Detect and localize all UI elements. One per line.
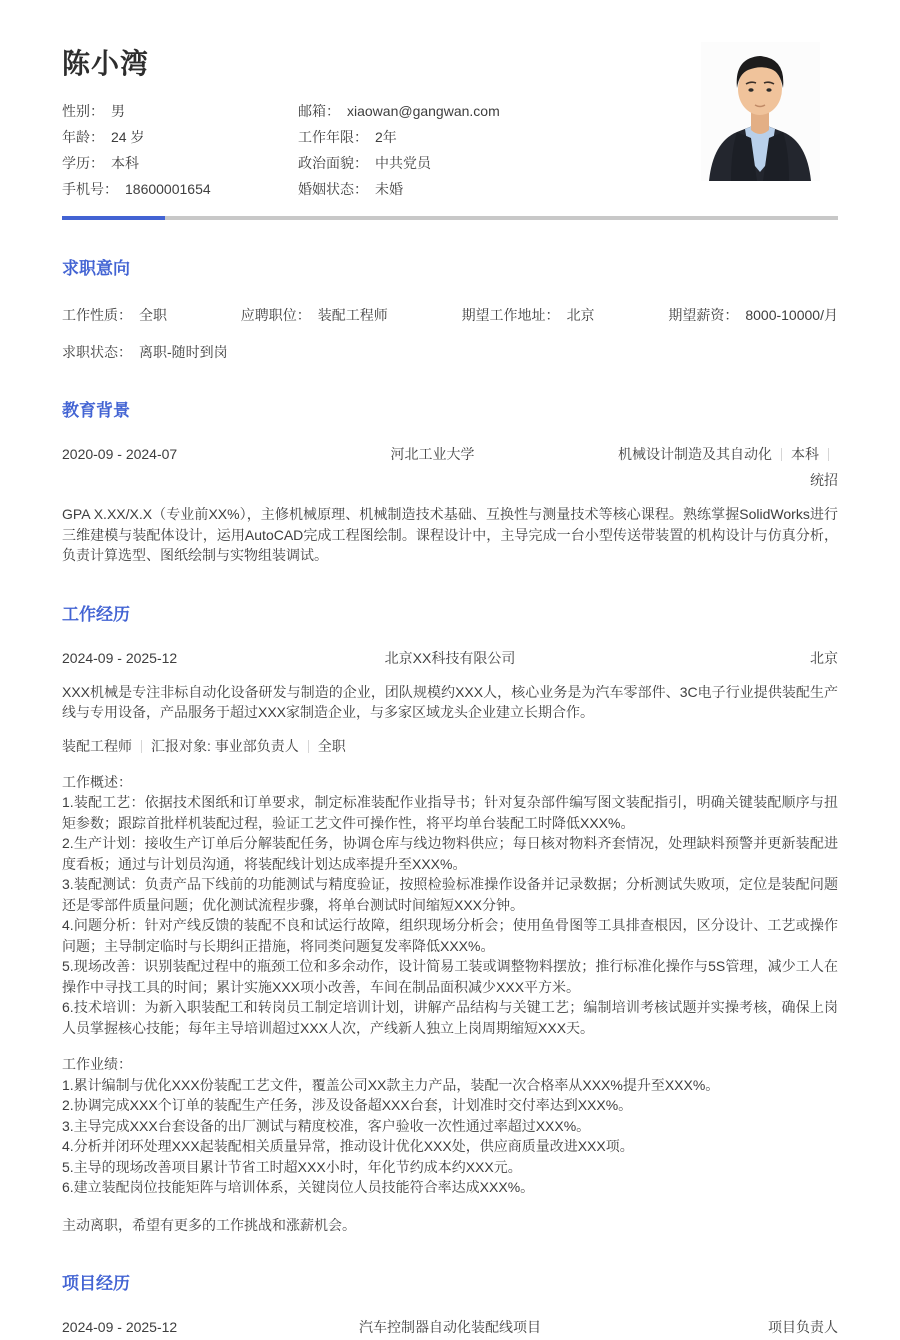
major-name: 机械设计制造及其自动化 (618, 446, 772, 462)
achievement-title: 工作业绩： (62, 1056, 132, 1072)
project-role: 项目负责人 (768, 1319, 838, 1335)
company-name: 北京XX科技有限公司 (384, 649, 516, 666)
info-field-education (62, 150, 298, 176)
intent-value: 8000-10000/月 (745, 307, 838, 323)
education-meta (593, 441, 838, 493)
intent-value: 全职 (139, 307, 167, 323)
achievement-item: 2.协调完成XXX个订单的装配生产任务，涉及设备超XXX台套，计划准时交付率达到XXX%。 (62, 1097, 633, 1113)
overview-item: 5.现场改善：识别装配过程中的瓶颈工位和多余动作，设计简易工装或调整物料摆放；推行标准化操作与5S管理，减少工人在操作中寻找工具的时间；累计实施XXX项小改善，车间在制品面积减少XXX平方米。 (62, 958, 838, 995)
intent-value: 装配工程师 (317, 307, 388, 323)
info-field-gender (62, 98, 298, 124)
school-name: 河北工业大学 (390, 446, 475, 462)
separator-bar (828, 448, 829, 461)
section-title-work-experience: 工作经历 (62, 604, 130, 624)
achievement-item: 4.分析并闭环处理XXX起装配相关质量异常，推动设计优化XXX处，供应商质量改进XXX项。 (62, 1138, 634, 1154)
intent-value: 北京 (566, 307, 595, 323)
achievement-item: 3.主导完成XXX台套设备的出厂测试与精度校准，客户验收一次性通过率超过XXX%。 (62, 1117, 591, 1134)
work-overview-block (62, 772, 838, 1039)
section-title-education: 教育背景 (62, 401, 130, 420)
education-record-row (62, 441, 838, 493)
education-period: 2020-09 - 2024-07 (62, 446, 178, 462)
overview-item: 2.生产计划：接收生产订单后分解装配任务，协调仓库与线边物料供应；每日核对物料齐套情况，处理缺料预警并更新装配进度看板；通过与计划员沟通，将装配线计划达成率提升至XXX%。 (62, 835, 838, 872)
info-value: 中共党员 (375, 155, 431, 171)
info-label: 学历： (62, 155, 104, 171)
job-intent-status-row (62, 342, 838, 362)
info-label: 邮箱： (298, 103, 340, 119)
job-intent-row (62, 305, 838, 325)
intent-field-job-nature (62, 305, 167, 325)
personal-info-grid (62, 98, 682, 202)
work-achievements-block (62, 1054, 838, 1198)
intent-label: 工作性质： (62, 307, 132, 323)
overview-item: 3.装配测试：负责产品下线前的功能测试与精度验证，按照检验标准操作设备并记录数据；分析测试失败项，定位是装配问题还是零部件质量问题；优化测试流程步骤，将单台测试时间缩短XXX分钟。 (62, 876, 838, 913)
info-label: 婚姻状态： (298, 181, 368, 197)
info-field-phone (62, 176, 298, 202)
intent-label: 期望工作地址： (461, 307, 560, 323)
intent-field-job-status (62, 344, 228, 360)
intent-label: 应聘职位： (240, 307, 311, 323)
profile-photo (701, 42, 820, 181)
position-title: 装配工程师 (62, 737, 132, 754)
info-field-age (62, 124, 298, 150)
intent-field-target-position (241, 305, 388, 325)
info-label: 性别： (62, 103, 104, 119)
project-name: 汽车控制器自动化装配线项目 (359, 1319, 541, 1335)
separator-bar (781, 448, 782, 461)
intent-label: 求职状态： (62, 344, 132, 360)
info-field-email (298, 98, 682, 124)
work-period: 2024-09 - 2025-12 (62, 649, 178, 666)
admission-type: 统招 (810, 472, 838, 488)
section-title-project-experience: 项目经历 (62, 1274, 130, 1293)
info-field-experience-years (298, 124, 682, 150)
candidate-name: 陈小湾 (62, 48, 150, 79)
achievement-item: 6.建立装配岗位技能矩阵与培训体系，关键岗位人员技能符合率达成XXX%。 (62, 1179, 535, 1195)
info-value: 2年 (375, 129, 397, 145)
info-value: 男 (111, 103, 125, 119)
intent-field-target-city (462, 305, 595, 325)
divider-accent-segment (62, 216, 165, 220)
overview-item: 6.技术培训：为新入职装配工和转岗员工制定培训计划，讲解产品结构与关键工艺；编制培训考核试题并实操考核，确保上岗人员掌握核心技能；每年主导培训超过XXX人次，产线新人独立上岗周期缩短XXX天。 (62, 999, 838, 1036)
job-type: 全职 (317, 737, 346, 754)
intent-value: 离职-随时到岗 (139, 344, 228, 360)
portrait-illustration (701, 42, 820, 181)
info-value: 本科 (111, 155, 139, 171)
company-intro: XXX机械是专注非标自动化设备研发与制造的企业，团队规模约XXX人，核心业务是为汽车零部件、3C电子行业提供装配生产线与专用设备，产品服务于超过XXX家制造企业，与多家区域龙头企业建立长期合作。 (62, 683, 838, 720)
info-label: 工作年限： (298, 129, 368, 145)
education-description: GPA X.XX/X.X（专业前XX%），主修机械原理、机械制造技术基础、互换性与测量技术等核心课程。熟练掌握SolidWorks进行三维建模与装配体设计，运用AutoCAD完成工程图绘制。课程设计中，主导完成一台小型传送带装置的机构设计与仿真分析，负责计算选型、图纸绘制与实物组装调试。 (62, 506, 838, 563)
info-label: 年龄： (62, 129, 104, 145)
info-field-marital-status (298, 176, 682, 202)
work-record-row (62, 645, 838, 671)
work-location: 北京 (810, 649, 838, 666)
separator-bar (308, 740, 309, 753)
overview-item: 4.问题分析：针对产线反馈的装配不良和试运行故障，组织现场分析会；使用鱼骨图等工具排查根因，区分设计、工艺或操作问题；主导制定临时与长期纠正措施，将同类问题复发率降低XXX%。 (62, 917, 838, 954)
info-label: 手机号： (62, 181, 118, 197)
achievement-item: 1.累计编制与优化XXX份装配工艺文件，覆盖公司XX款主力产品，装配一次合格率从XXX%提升至XXX%。 (62, 1076, 720, 1093)
achievement-item: 5.主导的现场改善项目累计节省工时超XXX小时，年化节约成本约XXX元。 (62, 1158, 522, 1175)
info-value: 24 岁 (111, 129, 145, 145)
overview-item: 1.装配工艺：依据技术图纸和订单要求，制定标准装配作业指导书；针对复杂部件编写图文装配指引，明确关键装配顺序与扭矩参数；跟踪首批样机装配过程，验证工艺文件可操作性，将平均单台装配工时降低XXX%。 (62, 794, 838, 831)
separator-bar (141, 740, 142, 753)
project-record-row (62, 1314, 838, 1340)
report-target: 汇报对象: 事业部负责人 (151, 737, 299, 754)
info-value: 18600001654 (125, 181, 211, 197)
leave-reason: 主动离职，希望有更多的工作挑战和涨薪机会。 (62, 1216, 356, 1233)
education-meta-line1 (593, 441, 838, 467)
header-divider (62, 216, 838, 220)
degree-name: 本科 (791, 446, 819, 462)
intent-label: 期望薪资： (668, 307, 739, 323)
info-field-political-status (298, 150, 682, 176)
intent-field-expected-salary (668, 305, 838, 325)
position-line (62, 736, 838, 756)
section-title-job-intent: 求职意向 (62, 259, 130, 278)
info-value: xiaowan@gangwan.com (347, 103, 500, 119)
overview-title: 工作概述： (62, 773, 132, 790)
project-period: 2024-09 - 2025-12 (62, 1319, 178, 1335)
info-label: 政治面貌： (298, 155, 368, 171)
info-value: 未婚 (375, 181, 403, 197)
